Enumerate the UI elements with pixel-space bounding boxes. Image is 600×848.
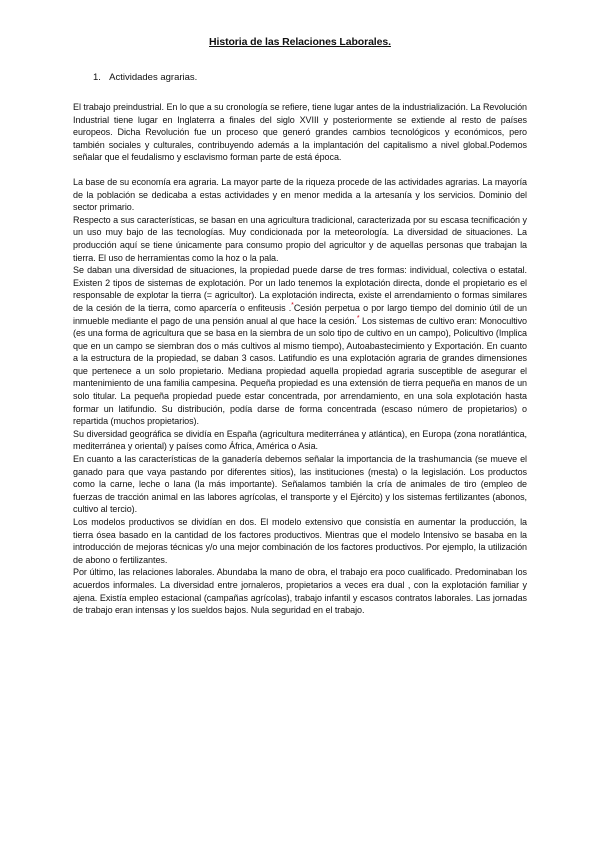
section-heading: [93, 72, 527, 83]
paragraph-ganaderia: En cuanto a las características de la ganadería debemos señalar la importancia de la trashumancia (se mueve el ganado para que vaya pastando por diferentes sitios), las instituciones (mesta) o la legislación. Los productos como la carne, leche o lana (la más importante). Señalamos también la cría de animales de tiro (empleo de fuerzas de tracción animal en las labores agrícolas, el transporte y el Ejército) y los sistemas fertilizantes (abonos, cultivo al tercio).: [73, 454, 527, 515]
paragraph-modelos: Los modelos productivos se dividían en dos. El modelo extensivo que consistía en aumentar la producción, la tierra ósea basado en la cantidad de los factores productivos. Mientras que el modelo Intensivo se basaba en la introducción de mejoras técnicas y/o una mejor combinación de los factores productivos. Por ejemplo, la utilización de abono o fertilizantes.: [73, 517, 527, 565]
paragraph-relaciones: Por último, las relaciones laborales. Abundaba la mano de obra, el trabajo era poco cualificado. Predominaban los acuerdos informales. La diversidad entre jornaleros, propietarios a veces era dual , con la explotación familiar y ajena. Existía empleo estacional (campañas agrícolas), trabajo infantil y escasos contratos laborales. Las jornadas de trabajo eran intensas y los sueldos bajos. Nula seguridad en el trabajo.: [73, 567, 527, 616]
section-label: Actividades agrarias.: [109, 72, 198, 83]
footnote-marker-2: *: [356, 314, 360, 322]
document-title: Historia de las Relaciones Laborales.: [209, 36, 391, 48]
paragraph-preindustrial: El trabajo preindustrial. En lo que a su cronología se refiere, tiene lugar antes de la industrialización. La Revolución Industrial tiene lugar en Inglaterra a finales del siglo XVIII y posteriormente se extiende al resto de países europeos. Dicha Revolución fue un proceso que generó grandes cambios tecnológicos y económicos, pero también sociales y culturales, contribuyendo además a la implantación del capitalismo a nivel global.Podemos señalar que el feudalismo y esclavismo forman parte de está época.: [73, 102, 527, 163]
paragraph-caracteristicas: Respecto a sus características, se basan en una agricultura tradicional, caracterizada por su escasa tecnificación y un uso muy bajo de las tecnologías. Muy condicionada por la meteorología. La diversidad de situaciones. La producción aquí se tiene únicamente para consumo propio del agricultor y de aquellas personas que trabajan la tierra. El uso de herramientas como la hoz o la pala.: [73, 214, 527, 263]
paragraph-geografia: Su diversidad geográfica se dividía en España (agricultura mediterránea y atlántica), en Europa (zona noratlántica, mediterránea y oriental) y países como África, América o Asia.: [73, 428, 527, 452]
cultivo-text: Los sistemas de cultivo eran: Monocultivo (es una forma de agricultura que se basa en la siembra de un solo tipo de cultivo en un campo), Policultivo (Implica que en un campo se siembran dos o más cultivos al mismo tiempo), Autoabastecimiento y Exportación. En cuanto a la estructura de la propiedad, se daban 3 casos. Latifundio es una explotación agraria de grandes dimensiones que pertenece a un solo propietario. Mediana propiedad aquella propiedad agraria susceptible de asegurar el mantenimiento de una familia campesina. Pequeña propiedad es una extensión de tierra pequeña en manos de un solo titular. La pequeña propiedad puede estar concentrada, por arrendamiento, en una sola explotación hasta formar un latifundio. Su distribución, podía darse de forma concentrada (escaso número de propietarios) o repartida (muchos propietarios).: [73, 315, 528, 427]
paragraph-explotacion: [73, 264, 527, 428]
footnote-marker-1: *: [291, 301, 294, 309]
paragraph-economia: La base de su economía era agraria. La mayor parte de la riqueza procede de las actividades agrarias. La mayoría de la población se dedicaba a estas actividades y en menor medida a la artesanía y los servicios. Dominio del sector primario.: [73, 176, 527, 213]
footnote-text: Cesión perpetua o por largo tiempo del dominio útil de un inmueble mediante el pago de una pensión anual al que hace la cesión.: [73, 302, 527, 326]
section-number: 1.: [93, 72, 101, 83]
explotacion-text: Se daban una diversidad de situaciones, la propiedad puede darse de tres formas: individual, colectiva o estatal. Existen 2 tipos de sistemas de explotación. Por un lado tenemos la explotación directa, donde el propietario es el responsable de explotar la tierra (= agricultor). La explotación indirecta, existe el arrendamiento o formas similares de la cesión de la tierra, como aparcería o enfiteusis .: [73, 265, 527, 313]
